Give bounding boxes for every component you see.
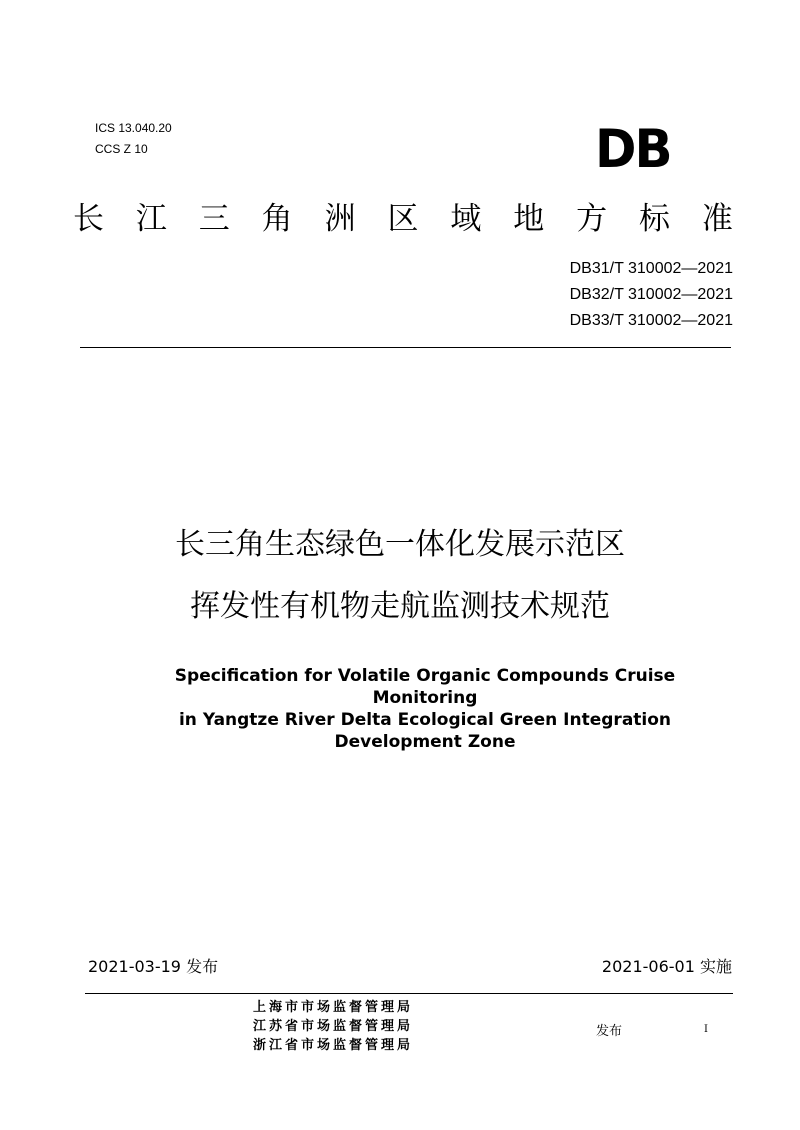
cn-title-line2: 挥发性有机物走航监测技术规范	[190, 589, 610, 624]
issue-label: 发布	[596, 1024, 623, 1039]
heading-char: 标	[639, 201, 671, 237]
en-title	[100, 665, 750, 753]
ccs-code: CCS Z 10	[95, 142, 148, 156]
heading-char: 地	[513, 201, 545, 237]
heading-char: 江	[135, 201, 167, 237]
issuer-shanghai: 上海市市场监督管理局	[253, 1000, 414, 1015]
issuing-authorities	[253, 998, 413, 1055]
db-logo: DB	[595, 118, 671, 180]
release-date: 2021-03-19 发布	[88, 957, 219, 976]
implement-date: 2021-06-01 实施	[601, 957, 732, 976]
en-title-line2: Monitoring	[372, 688, 478, 708]
code-db31: DB31/T 310002—2021	[569, 260, 733, 277]
heading-char: 方	[576, 201, 608, 237]
en-title-line3: in Yangtze River Delta Ecological Green Integration	[178, 710, 672, 730]
issuer-jiangsu: 江苏省市场监督管理局	[253, 1019, 414, 1034]
heading-char: 角	[261, 201, 293, 237]
page-number: I	[704, 1024, 708, 1035]
header-divider	[80, 347, 731, 348]
ics-code: ICS 13.040.20	[95, 121, 172, 135]
heading-char: 三	[198, 201, 230, 237]
footer-divider	[85, 993, 733, 994]
en-title-line1: Specification for Volatile Organic Compounds Cruise	[174, 666, 676, 686]
issuer-zhejiang: 浙江省市场监督管理局	[253, 1038, 414, 1053]
standard-type-heading	[73, 196, 733, 242]
heading-char: 长	[73, 201, 104, 237]
en-title-line4: Development Zone	[334, 732, 516, 752]
standard-codes	[570, 256, 733, 334]
code-db32: DB32/T 310002—2021	[569, 286, 733, 303]
heading-char: 域	[450, 201, 482, 237]
heading-char: 洲	[324, 201, 356, 237]
classification-codes	[95, 118, 172, 160]
heading-char: 准	[701, 201, 733, 237]
cn-title-line1: 长三角生态绿色一体化发展示范区	[175, 527, 625, 562]
code-db33: DB33/T 310002—2021	[569, 312, 733, 329]
heading-char: 区	[387, 201, 419, 237]
